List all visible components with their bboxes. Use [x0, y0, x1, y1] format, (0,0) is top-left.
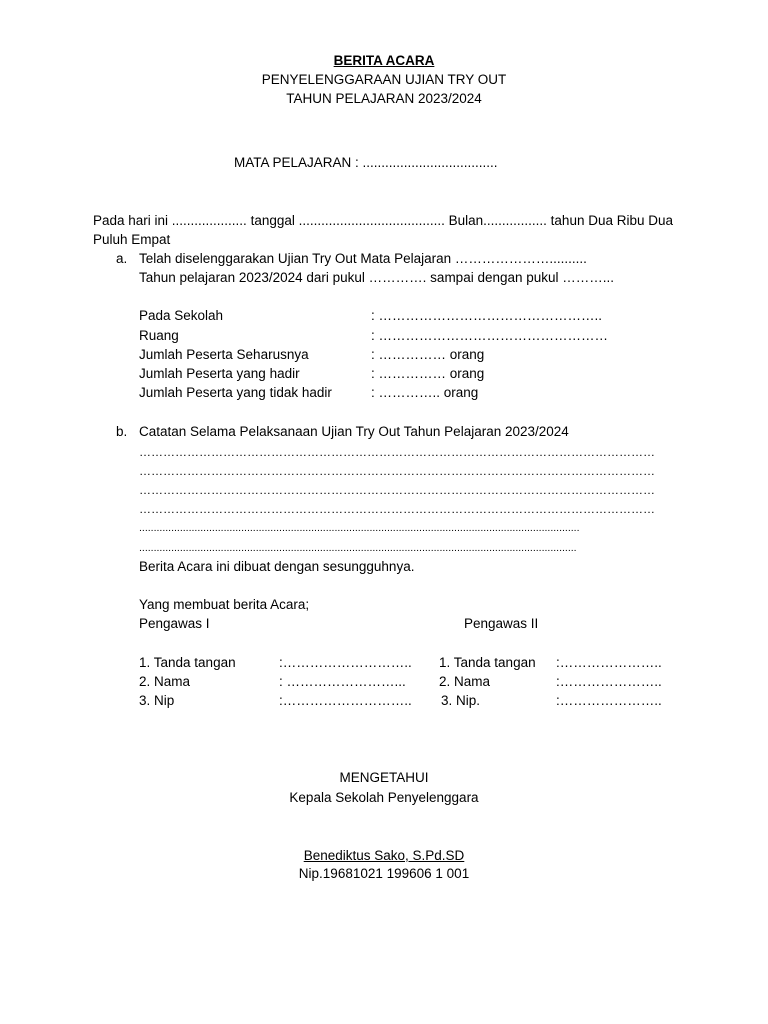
detail-label-school: Pada Sekolah [139, 308, 224, 323]
detail-label-present: Jumlah Peserta yang hadir [139, 366, 300, 381]
supervisor-2-title: Pengawas II [464, 616, 539, 631]
item-a-line-1: Telah diselenggarakan Ujian Try Out Mata Pelajaran ………………….......... [139, 251, 587, 266]
supervisor-1-name-label: 2. Nama [139, 674, 191, 689]
document-year: TAHUN PELAJARAN 2023/2024 [286, 91, 482, 106]
intro-line-2: Puluh Empat [93, 232, 171, 247]
principal-name: Benediktus Sako, S.Pd.SD [303, 848, 465, 863]
note-line: ………………………………………………………………………………………………………………… [139, 502, 655, 516]
document-title: BERITA ACARA [333, 53, 435, 68]
item-b-text: Catatan Selama Pelaksanaan Ujian Try Out Tahun Pelajaran 2023/2024 [139, 424, 569, 439]
supervisor-1-nip-label: 3. Nip [139, 693, 175, 708]
supervisor-2-nip-value: :………………….. [556, 693, 662, 708]
supervisor-1-name-value: : ……………………... [279, 674, 406, 689]
detail-value-absent: : ………….. orang [371, 385, 479, 400]
supervisor-2-name-value: :………………….. [556, 674, 662, 689]
subject-line: MATA PELAJARAN : .................................... [234, 155, 498, 170]
made-by-label: Yang membuat berita Acara; [139, 597, 310, 612]
note-line: ....................................................................................................................................................... [139, 522, 580, 534]
supervisor-1-title: Pengawas I [139, 616, 210, 631]
supervisor-1-nip-value: :……………………….. [279, 693, 412, 708]
note-line: ...................................................................................................................................................... [139, 542, 577, 554]
detail-value-expected: : …………… orang [371, 347, 485, 362]
item-a-line-2: Tahun pelajaran 2023/2024 dari pukul …………. sampai dengan pukul ………... [139, 270, 615, 285]
supervisor-2-signature-value: :………………….. [556, 655, 662, 670]
supervisor-2-nip-label: 3. Nip. [441, 693, 481, 708]
detail-value-room: : …………………………………………… [371, 328, 609, 343]
supervisor-2-name-label: 2. Nama [439, 674, 491, 689]
intro-line-1: Pada hari ini .................... tanggal ....................................... Bulan................. tahun Dua Ribu Dua [93, 213, 674, 228]
item-b-marker: b. [116, 424, 128, 439]
supervisor-2-signature-label: 1. Tanda tangan [439, 655, 536, 670]
detail-value-present: : …………… orang [371, 366, 485, 381]
supervisor-1-signature-label: 1. Tanda tangan [139, 655, 236, 670]
note-line: ………………………………………………………………………………………………………………… [139, 483, 655, 497]
detail-label-room: Ruang [139, 328, 179, 343]
supervisor-1-signature-value: :……………………….. [279, 655, 412, 670]
detail-label-absent: Jumlah Peserta yang tidak hadir [139, 385, 332, 400]
detail-value-school: : ………………………………………….. [371, 308, 603, 323]
detail-label-expected: Jumlah Peserta Seharusnya [139, 347, 309, 362]
principal-role: Kepala Sekolah Penyelenggara [289, 790, 479, 805]
item-a-marker: a. [116, 251, 128, 266]
acknowledge-heading: MENGETAHUI [339, 770, 429, 785]
principal-nip: Nip.19681021 199606 1 001 [298, 866, 470, 881]
note-line: ………………………………………………………………………………………………………………… [139, 464, 655, 478]
document-subtitle: PENYELENGGARAAN UJIAN TRY OUT [261, 72, 507, 87]
closing-statement: Berita Acara ini dibuat dengan sesungguhnya. [139, 559, 415, 574]
note-line: ………………………………………………………………………………………………………………… [139, 445, 655, 459]
